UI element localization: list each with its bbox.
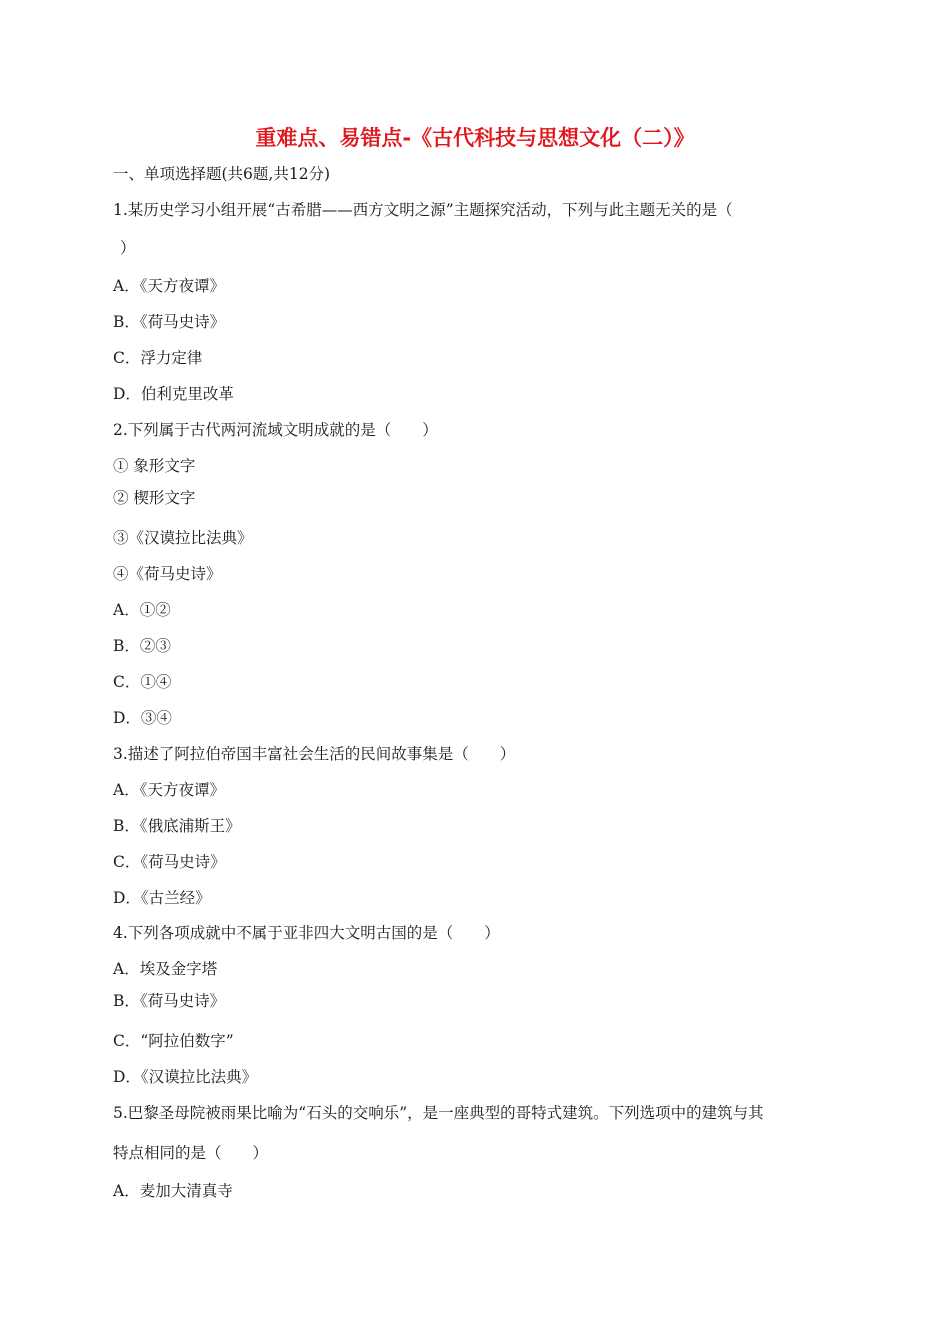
question-2-option-d: D．③④ [113, 709, 172, 727]
question-4-option-c: C．“阿拉伯数字” [113, 1032, 234, 1050]
question-2-item-4: ④《荷马史诗》 [113, 565, 222, 583]
question-1-option-b: B．《荷马史诗》 [113, 313, 226, 331]
question-5-stem: 5.巴黎圣母院被雨果比喻为“石头的交响乐”，是一座典型的哥特式建筑。下列选项中的建筑与其 [113, 1104, 764, 1122]
question-5-option-a: A．麦加大清真寺 [113, 1182, 233, 1200]
page-title: 重难点、易错点-《古代科技与思想文化（二）》 [255, 126, 695, 150]
question-3-option-a: A．《天方夜谭》 [113, 781, 225, 799]
question-4-stem: 4.下列各项成就中不属于亚非四大文明古国的是（ ） [113, 924, 500, 942]
question-5-stem-cont: 特点相同的是（ ） [113, 1144, 269, 1162]
question-1-option-d: D．伯利克里改革 [113, 385, 234, 403]
question-2-option-c: C．①④ [113, 673, 172, 691]
question-2-option-b: B．②③ [113, 637, 171, 655]
question-3-option-b: B．《俄底浦斯王》 [113, 817, 241, 835]
question-1-stem-cont: ） [120, 239, 136, 257]
question-2-option-a: A．①② [113, 601, 171, 619]
question-4-option-a: A．埃及金字塔 [113, 960, 218, 978]
question-4-option-b: B．《荷马史诗》 [113, 992, 226, 1010]
question-2-item-2: ② 楔形文字 [113, 489, 196, 507]
question-1-option-a: A．《天方夜谭》 [113, 277, 225, 295]
question-1-option-c: C．浮力定律 [113, 349, 203, 367]
question-2-item-1: ① 象形文字 [113, 457, 196, 475]
question-2-stem: 2.下列属于古代两河流域文明成就的是（ ） [113, 421, 438, 439]
question-1-stem: 1.某历史学习小组开展“古希腊——西方文明之源”主题探究活动，下列与此主题无关的是（ [113, 201, 733, 219]
question-3-stem: 3.描述了阿拉伯帝国丰富社会生活的民间故事集是（ ） [113, 745, 516, 763]
question-2-item-3: ③《汉谟拉比法典》 [113, 529, 253, 547]
section-heading: 一、单项选择题(共6题,共12分) [113, 165, 331, 183]
question-4-option-d: D．《汉谟拉比法典》 [113, 1068, 258, 1086]
question-3-option-d: D．《古兰经》 [113, 889, 211, 907]
question-3-option-c: C．《荷马史诗》 [113, 853, 226, 871]
